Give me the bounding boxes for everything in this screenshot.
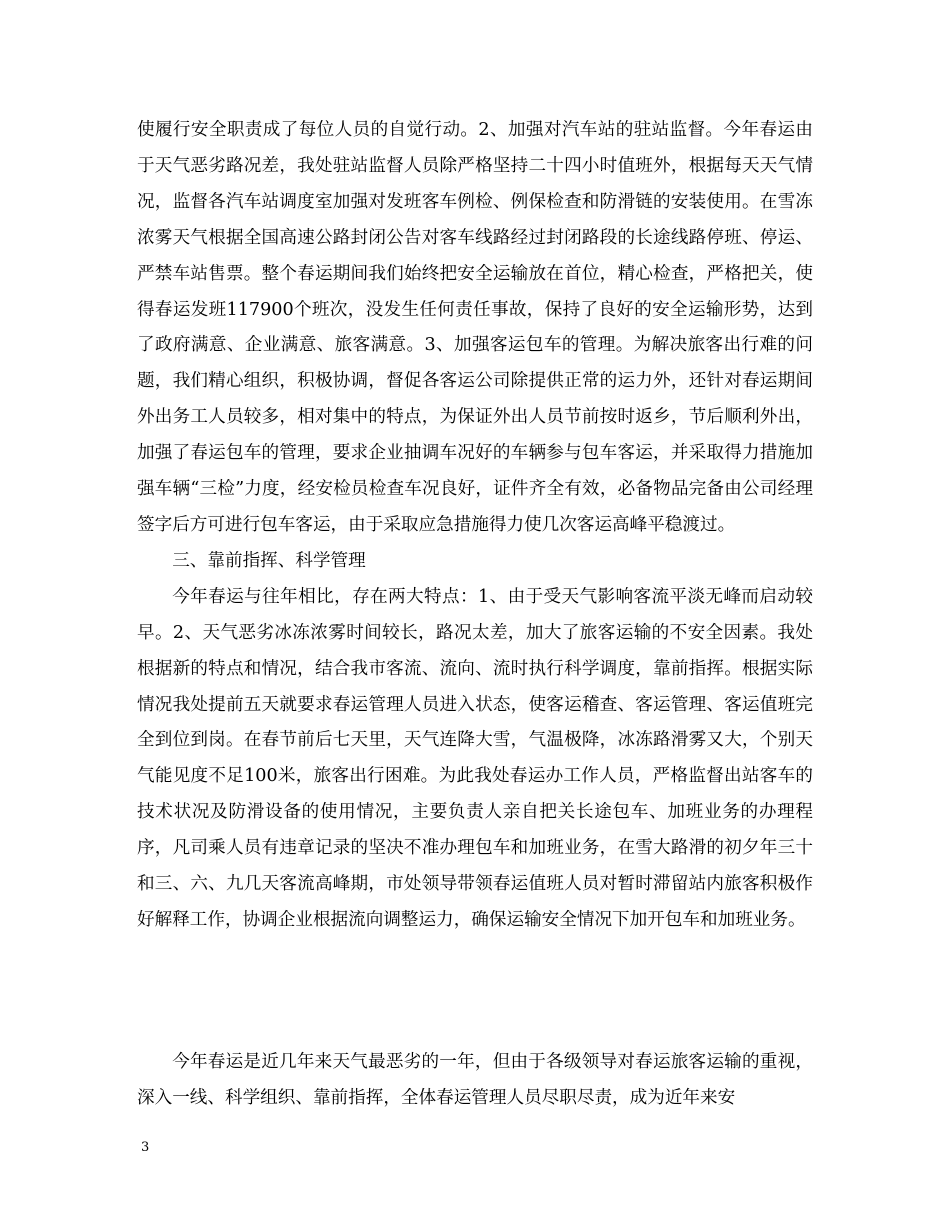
paragraph-continued: 使履行安全职责成了每位人员的自觉行动。2、加强对汽车站的驻站监督。今年春运由于天气恶劣路况差，我处驻站监督人员除严格坚持二十四小时值班外，根据每天天气情况，监督各汽车站调度室加强对发班客车例检、例保检查和防滑链的安装使用。在雪冻浓雾天气根据全国高速公路封闭公告对客车线路经过封闭路段的长途线路停班、停运、严禁车站售票。整个春运期间我们始终把安全运输放在首位，精心检查，严格把关，使得春运发班117900个班次，没发生任何责任事故，保持了良好的安全运输形势，达到了政府满意、企业满意、旅客满意。3、加强客运包车的管理。为解决旅客出行难的问题，我们精心组织，积极协调，督促各客运公司除提供正常的运力外，还针对春运期间外出务工人员较多，相对集中的特点，为保证外出人员节前按时返乡，节后顺利外出，加强了春运包车的管理，要求企业抽调车况好的车辆参与包车客运，并采取得力措施加强车辆“三检”力度，经安检员检查车况良好，证件齐全有效，必备物品完备由公司经理签字后方可进行包车客运，由于采取应急措施得力使几次客运高峰平稳渡过。 (137, 120, 813, 535)
page-number: 3 (141, 1140, 150, 1155)
body-text-block (137, 113, 813, 939)
paragraph: 今年春运是近几年来天气最恶劣的一年，但由于各级领导对春运旅客运输的重视，深入一线、科学组织、靠前指挥，全体春运管理人员尽职尽责，成为近年来安 (137, 1052, 813, 1108)
paragraph: 今年春运与往年相比，存在两大特点：1、由于受天气影响客流平淡无峰而启动较早。2、天气恶劣冰冻浓雾时间较长，路况太差，加大了旅客运输的不安全因素。我处根据新的特点和情况，结合我市客流、流向、流时执行科学调度，靠前指挥。根据实际情况我处提前五天就要求春运管理人员进入状态，使客运稽查、客运管理、客运值班完全到位到岗。在春节前后七天里，天气连降大雪，气温极降，冰冻路滑雾又大，个别天气能见度不足100米，旅客出行困难。为此我处春运办工作人员，严格监督出站客车的技术状况及防滑设备的使用情况，主要负责人亲自把关长途包车、加班业务的办理程序，凡司乘人员有违章记录的坚决不准办理包车和加班业务，在雪大路滑的初夕年三十和三、六、九几天客流高峰期，市处领导带领春运值班人员对暂时滞留站内旅客积极作好解释工作，协调企业根据流向调整运力，确保运输安全情况下加开包车和加班业务。 (137, 586, 813, 930)
body-text-block-lower (137, 1045, 813, 1117)
section-heading: 三、靠前指挥、科学管理 (172, 550, 366, 571)
